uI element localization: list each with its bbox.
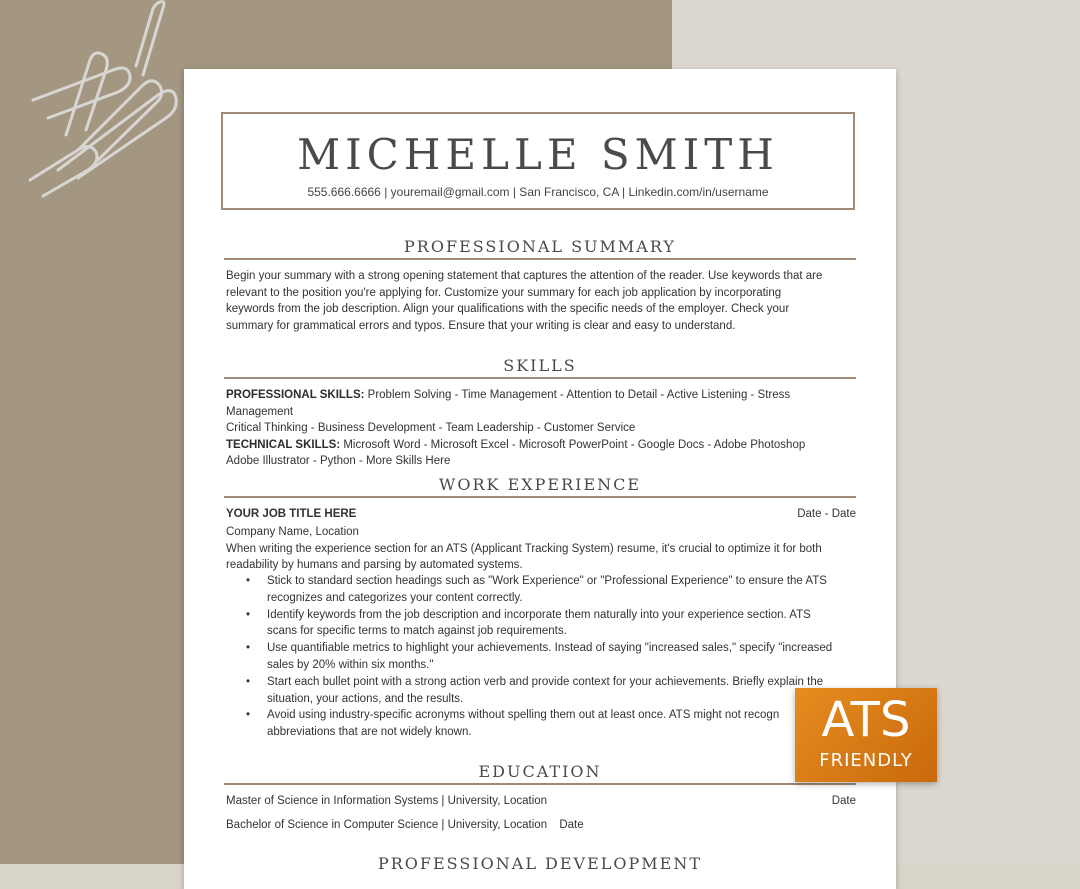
professional-skills-line: [226, 387, 856, 420]
job-header: [226, 508, 856, 520]
technical-skills-label: TECHNICAL SKILLS:: [226, 438, 341, 451]
job-bullet: [267, 640, 897, 674]
summary-heading: PROFESSIONAL SUMMARY: [404, 237, 676, 256]
technical-skills-line: [226, 437, 856, 454]
job-title: YOUR JOB TITLE HERE: [226, 508, 357, 520]
bullet-line: • Use quantifiable metrics to highlight your achievements. Instead of saying "increased sales," specify "increased: [267, 642, 833, 655]
summary-text: [226, 268, 856, 334]
professional-skills-label: PROFESSIONAL SKILLS:: [226, 389, 365, 401]
job-details: [226, 524, 856, 574]
degree-text: Master of Science in Information Systems | University, Location: [226, 795, 548, 807]
technical-skills-line-2: Adobe Illustrator - Python - More Skills Here: [226, 455, 451, 467]
education-heading: EDUCATION: [478, 762, 602, 781]
professional-development-heading: PROFESSIONAL DEVELOPMENT: [377, 854, 703, 873]
education-entry: [226, 819, 856, 831]
bullet-line: scans for specific terms to match against job requirements.: [267, 625, 567, 638]
experience-rule: [224, 496, 856, 498]
summary-line: keywords from the job description. Align your qualifications with the specific needs of the employer. Check your: [226, 303, 790, 315]
degree-text: Bachelor of Science in Computer Science | University, Location: [226, 819, 548, 831]
skills-text: [226, 387, 856, 470]
job-intro-line: When writing the experience section for an ATS (Applicant Tracking System) resume, it's crucial to optimize it for both: [226, 542, 822, 555]
professional-skills-list: Problem Solving - Time Management - Attention to Detail - Active Listening - Stress Management: [226, 389, 791, 418]
skills-heading: SKILLS: [503, 356, 577, 375]
bullet-line: • Stick to standard section headings such as "Work Experience" or "Professional Experience" to ensure the ATS: [267, 575, 827, 587]
job-date: Date - Date: [797, 508, 856, 520]
education-rule: [224, 783, 856, 785]
bullet-line: • Start each bullet point with a strong action verb and provide context for your achievements. Briefly explain the: [267, 675, 824, 688]
bullet-line: recognizes and categorizes your content correctly.: [267, 591, 523, 604]
bullet-line: sales by 20% within six months.": [267, 658, 434, 671]
resume-page: [184, 69, 896, 889]
job-bullet: [267, 607, 897, 641]
summary-line: summary for grammatical errors and typos. Ensure that your writing is clear and easy to understand.: [226, 319, 736, 332]
bullet-line: situation, your actions, and the results.: [267, 692, 464, 705]
skills-rule: [224, 377, 856, 379]
bullet-line: • Avoid using industry-specific acronyms without spelling them out at least once. ATS might not recogn: [267, 709, 780, 722]
job-bullet: [267, 573, 897, 607]
education-entry: [226, 795, 856, 807]
degree-date: Date: [559, 819, 584, 831]
experience-heading: WORK EXPERIENCE: [438, 475, 642, 494]
badge-title: ATS: [821, 692, 911, 748]
bullet-line: • Identify keywords from the job description and incorporate them naturally into your experience section. ATS: [267, 608, 811, 621]
contact-line: 555.666.6666 | youremail@gmail.com | San Francisco, CA | Linkedin.com/in/username: [307, 185, 769, 199]
professional-skills-line-2: Critical Thinking - Business Development - Team Leadership - Customer Service: [226, 422, 636, 434]
summary-line: relevant to the position you're applying for. Customize your summary for each job application by incorporating: [226, 286, 782, 299]
candidate-name: MICHELLE SMITH: [297, 130, 779, 179]
ats-friendly-badge: [795, 688, 937, 782]
job-intro-line: readability by humans and parsing by automated systems.: [226, 559, 523, 571]
badge-subtitle: FRIENDLY: [819, 750, 913, 771]
bullet-line: abbreviations that are not widely known.: [267, 726, 472, 739]
summary-line: Begin your summary with a strong opening statement that captures the attention of the reader. Use keywords that are: [226, 270, 823, 282]
summary-rule: [224, 258, 856, 260]
header-box: [221, 112, 855, 210]
degree-date: Date: [831, 795, 856, 807]
technical-skills-list: Microsoft Word - Microsoft Excel - Microsoft PowerPoint - Google Docs - Adobe Photoshop: [340, 438, 806, 451]
company-line: Company Name, Location: [226, 526, 359, 538]
